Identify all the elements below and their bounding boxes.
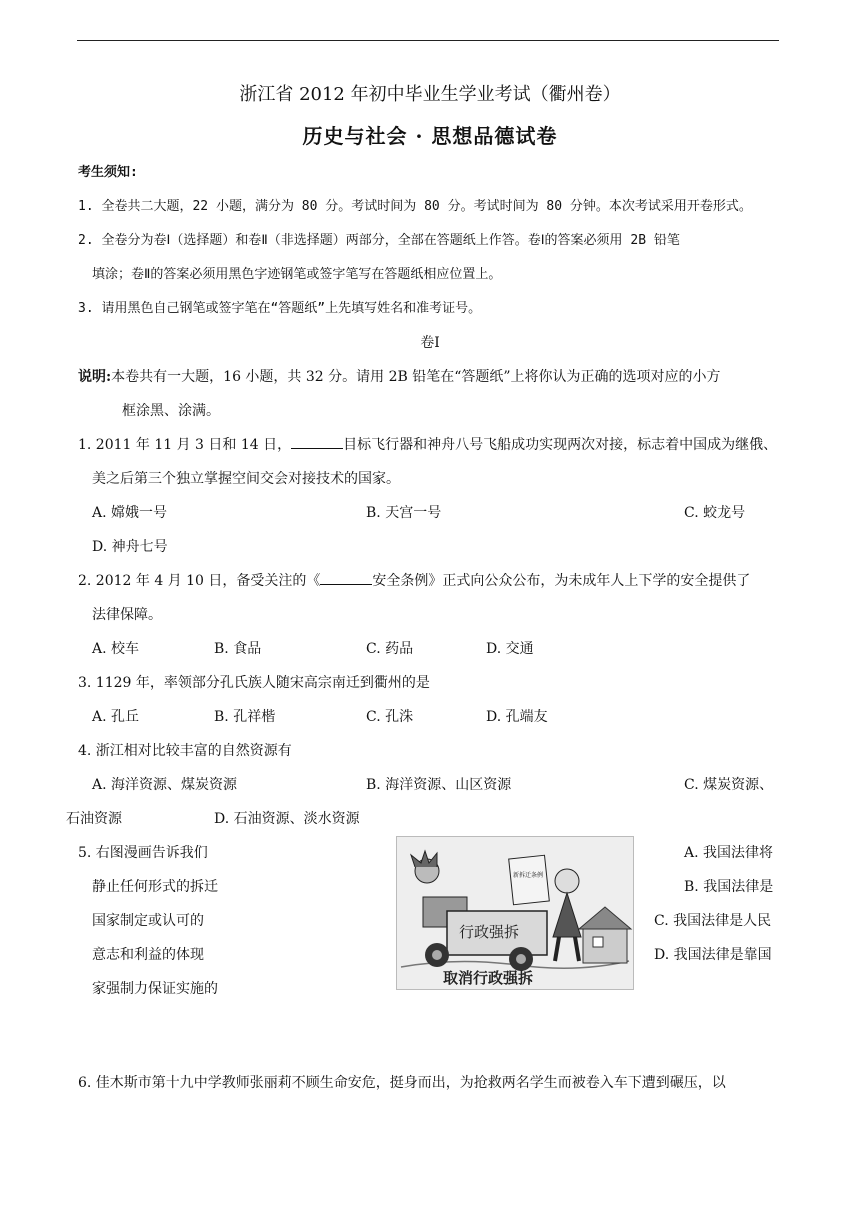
- cartoon-truck-label: 行政强拆: [459, 923, 520, 941]
- question-2-option-b: B. 食品: [214, 641, 262, 657]
- cartoon-paper-label: 新拆迁条例: [513, 872, 544, 879]
- question-2-line2: 法律保障。: [92, 607, 162, 623]
- question-5-left-line5: 家强制力保证实施的: [92, 981, 218, 997]
- notice-item-2: 2. 全卷分为卷Ⅰ（选择题）和卷Ⅱ（非选择题）两部分，全部在答题纸上作答。卷Ⅰ的答案必须用 2B 铅笔: [78, 233, 680, 248]
- question-1-option-d: D. 神舟七号: [92, 539, 168, 555]
- question-2-stem: [78, 573, 750, 590]
- question-3-option-c: C. 孔洙: [366, 709, 414, 725]
- question-6-stem: 6. 佳木斯市第十九中学教师张丽莉不顾生命安危，挺身而出，为抢救两名学生而被卷入车下遭到碾压，以: [78, 1075, 726, 1091]
- question-3-stem: 3. 1129 年，率领部分孔氏族人随宋高宗南迁到衢州的是: [78, 675, 430, 691]
- question-1-option-c: C. 蛟龙号: [684, 505, 746, 521]
- question-5-left-line3: 国家制定或认可的: [92, 913, 204, 929]
- demolition-cartoon: [396, 836, 634, 990]
- question-4-stem: 4. 浙江相对比较丰富的自然资源有: [78, 743, 292, 759]
- question-2-pre: 2. 2012 年 4 月 10 日，备受关注的《: [78, 573, 321, 589]
- question-4-option-c: C. 煤炭资源、: [684, 777, 774, 793]
- question-5-stem: 5. 右图漫画告诉我们: [78, 845, 208, 861]
- question-4-option-c-cont: 石油资源: [66, 811, 122, 827]
- question-5-option-a: A. 我国法律将: [684, 845, 774, 861]
- section-title: 卷Ⅰ: [420, 335, 440, 351]
- question-2-option-d: D. 交通: [486, 641, 534, 657]
- question-2-blank: [320, 574, 372, 585]
- section-note-label: 说明:: [78, 369, 112, 385]
- cartoon-drawing: [397, 837, 633, 989]
- question-2-option-a: A. 校车: [92, 641, 140, 657]
- notice-heading: 考生须知:: [78, 165, 138, 180]
- question-1-stem: [78, 437, 777, 454]
- section-note-line1: 本卷共有一大题，16 小题，共 32 分。请用 2B 铅笔在“答题纸”上将你认为正确的选项对应的小方: [111, 369, 721, 385]
- question-5-option-d: D. 我国法律是靠国: [654, 947, 772, 963]
- question-5-option-b: B. 我国法律是: [684, 879, 774, 895]
- question-1-line2: 美之后第三个独立掌握空间交会对接技术的国家。: [92, 471, 400, 487]
- question-5-option-c: C. 我国法律是人民: [654, 913, 772, 929]
- question-4-option-d: D. 石油资源、淡水资源: [214, 811, 360, 827]
- question-1-pre: 1. 2011 年 11 月 3 日和 14 日，: [78, 437, 292, 453]
- question-1-option-a: A. 嫦娥一号: [92, 505, 168, 521]
- question-1-option-b: B. 天宫一号: [366, 505, 442, 521]
- question-1-blank: [291, 438, 343, 449]
- question-2-post: 安全条例》正式向公众公布，为未成年人上下学的安全提供了: [372, 573, 751, 589]
- question-3-option-d: D. 孔端友: [486, 709, 548, 725]
- question-1-post: 目标飞行器和神舟八号飞船成功实现两次对接，标志着中国成为继俄、: [343, 437, 778, 453]
- exam-subtitle: 历史与社会 · 思想品德试卷: [302, 124, 558, 148]
- question-2-option-c: C. 药品: [366, 641, 414, 657]
- notice-item-1: 1. 全卷共二大题，22 小题，满分为 80 分。考试时间为 80 分。考试时间为 80 分钟。本次考试采用开卷形式。: [78, 199, 752, 214]
- question-3-option-b: B. 孔祥楷: [214, 709, 276, 725]
- cartoon-caption: 取消行政强拆: [443, 969, 534, 987]
- header-rule: [77, 40, 779, 41]
- question-3-option-a: A. 孔丘: [92, 709, 140, 725]
- question-4-option-b: B. 海洋资源、山区资源: [366, 777, 512, 793]
- question-4-option-a: A. 海洋资源、煤炭资源: [92, 777, 238, 793]
- question-5-left-line2: 静止任何形式的拆迁: [92, 879, 218, 895]
- section-note-line2: 框涂黑、涂满。: [122, 403, 220, 419]
- notice-item-2-cont: 填涂；卷Ⅱ的答案必须用黑色字迹钢笔或签字笔写在答题纸相应位置上。: [92, 267, 502, 282]
- notice-item-3: 3. 请用黑色自己钢笔或签字笔在“答题纸”上先填写姓名和准考证号。: [78, 301, 482, 316]
- exam-title: 浙江省 2012 年初中毕业生学业考试（衢州卷）: [239, 84, 621, 105]
- section-note: [78, 369, 721, 386]
- question-5-left-line4: 意志和利益的体现: [92, 947, 204, 963]
